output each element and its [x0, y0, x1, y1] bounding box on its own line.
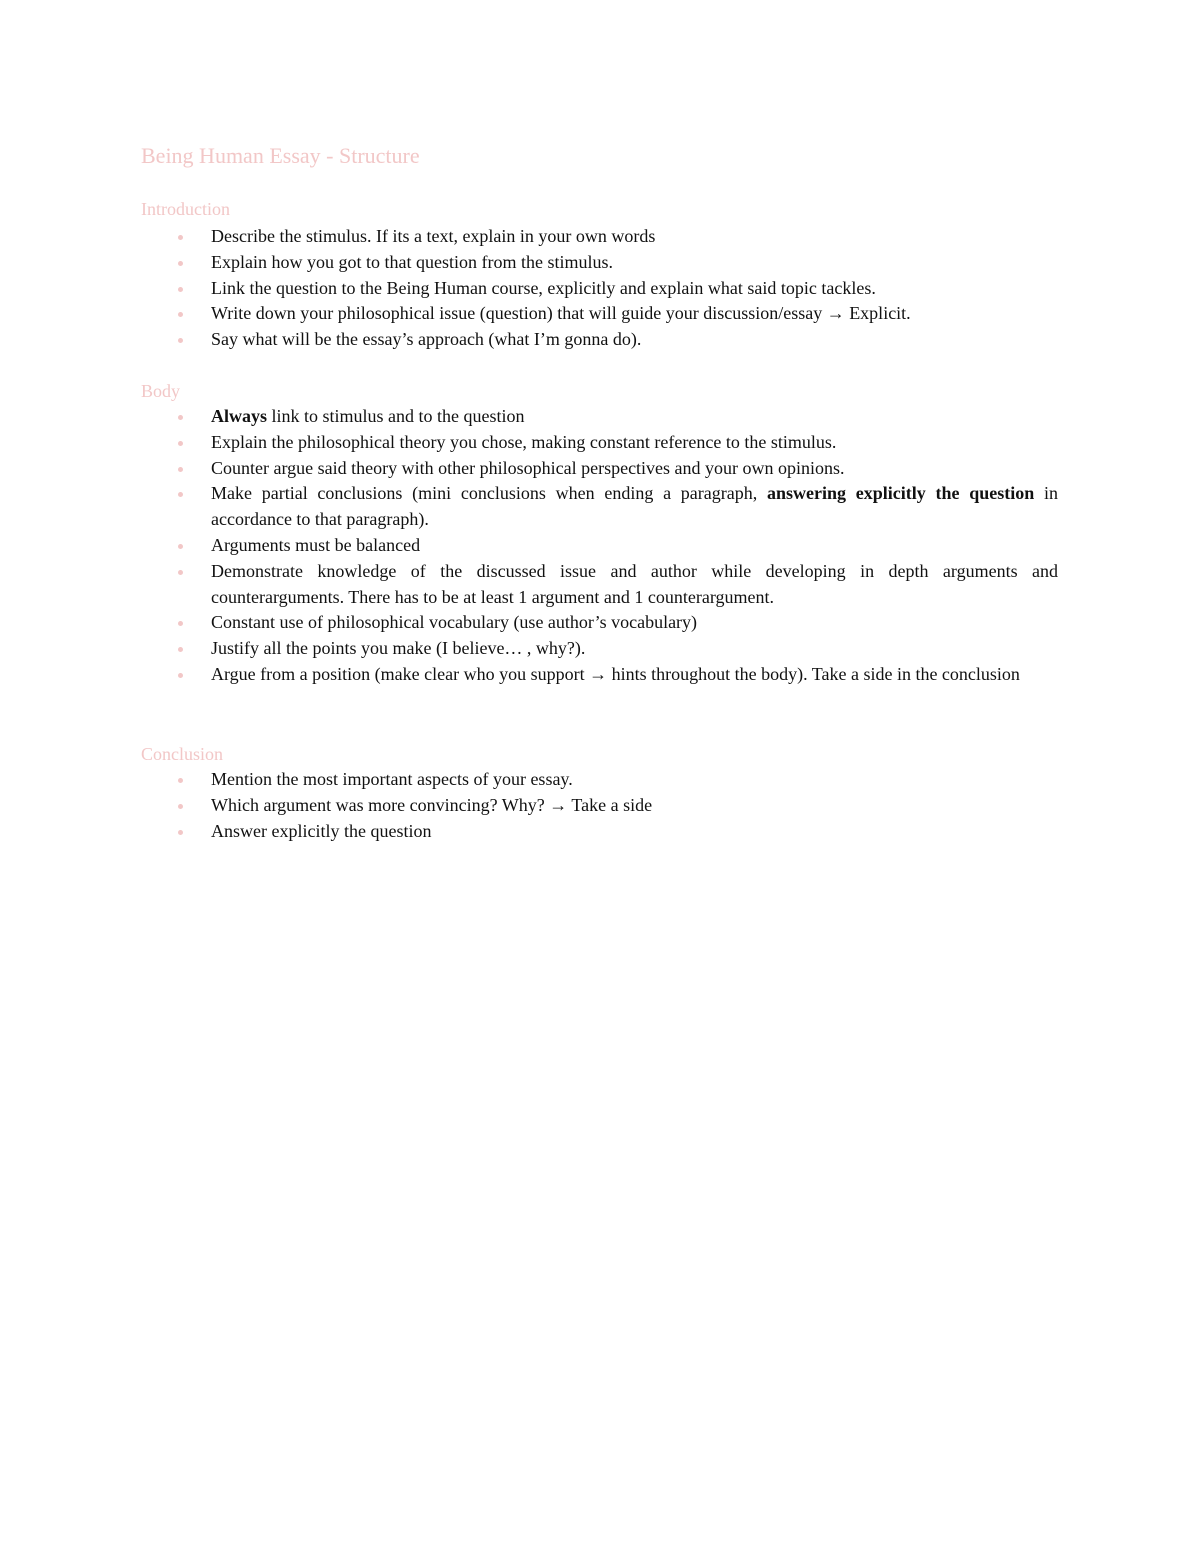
document-title: Being Human Essay - Structure [141, 143, 420, 168]
bullet-dot-icon [178, 830, 183, 835]
bullet-dot-icon [178, 415, 183, 420]
list-item [0, 276, 1200, 302]
list-item-text: Argue from a position (make clear who you support → hints throughout the body). Take a side in the conclusion [211, 663, 1020, 684]
emphasis-text: answering explicitly the question [767, 483, 1035, 504]
bullet-dot-icon [178, 544, 183, 549]
list-item [0, 481, 1200, 533]
bullet-dot-icon [178, 673, 183, 678]
list-item-text: Link the question to the Being Human course, explicitly and explain what said topic tackles. [211, 277, 876, 298]
bullet-dot-icon [178, 287, 183, 292]
bullet-dot-icon [178, 261, 183, 266]
bullet-dot-icon [178, 647, 183, 652]
bullet-dot-icon [178, 312, 183, 317]
list-item-text: Demonstrate knowledge of the discussed issue and author while developing in depth arguments and counterarguments. There has to be at least 1 argument and 1 counterargument. [211, 560, 1058, 607]
list-item-text: Describe the stimulus. If its a text, explain in your own words [211, 226, 656, 246]
list-item [0, 767, 1200, 793]
list-item-text: Make partial conclusions (mini conclusions when ending a paragraph, [211, 483, 768, 504]
bullet-dot-icon [178, 570, 183, 575]
list-item-text: Write down your philosophical issue (question) that will guide your discussion/essay → Explicit. [211, 303, 911, 324]
list-item-text: Counter argue said theory with other philosophical perspectives and your own opinions. [211, 457, 845, 478]
bullet-dot-icon [178, 492, 183, 497]
section-heading-body: Body [141, 381, 181, 401]
bullet-dot-icon [178, 804, 183, 809]
list-item [0, 819, 1200, 845]
list-item [0, 636, 1200, 662]
list-item [0, 250, 1200, 276]
bullet-dot-icon [178, 441, 183, 446]
list-item-text: Say what will be the essay’s approach (what I’m gonna do). [211, 329, 642, 350]
list-item-text: Mention the most important aspects of your essay. [211, 769, 573, 789]
bullet-dot-icon [178, 235, 183, 240]
list-item [0, 224, 1200, 250]
list-item-text: Which argument was more convincing? Why? → Take a side [211, 794, 653, 815]
list-item [0, 793, 1200, 819]
list-item [0, 533, 1200, 559]
list-item [0, 301, 1200, 327]
list-item-text: in accordance to that paragraph). [211, 483, 1058, 530]
bullet-dot-icon [178, 338, 183, 343]
list-item [0, 404, 1200, 430]
section-heading-conclusion: Conclusion [141, 744, 224, 764]
body-list [0, 404, 1200, 688]
conclusion-list [0, 767, 1200, 844]
list-item-text: link to stimulus and to the question [267, 406, 525, 426]
list-item-text: Arguments must be balanced [211, 534, 421, 555]
section-heading-introduction: Introduction [141, 199, 230, 219]
bullet-dot-icon [178, 778, 183, 783]
bullet-dot-icon [178, 621, 183, 626]
introduction-list [0, 224, 1200, 353]
list-item [0, 610, 1200, 636]
list-item [0, 430, 1200, 456]
list-item-text: Explain the philosophical theory you chose, making constant reference to the stimulus. [211, 431, 837, 452]
list-item-text: Justify all the points you make (I believe… , why?). [211, 638, 586, 659]
bullet-dot-icon [178, 467, 183, 472]
list-item-text: Constant use of philosophical vocabulary (use author’s vocabulary) [211, 612, 698, 633]
list-item-text: Explain how you got to that question from the stimulus. [211, 251, 613, 272]
list-item-text: Answer explicitly the question [211, 820, 432, 841]
list-item [0, 559, 1200, 611]
emphasis-text: Always [211, 406, 268, 426]
list-item [0, 327, 1200, 353]
list-item [0, 456, 1200, 482]
list-item [0, 662, 1200, 688]
